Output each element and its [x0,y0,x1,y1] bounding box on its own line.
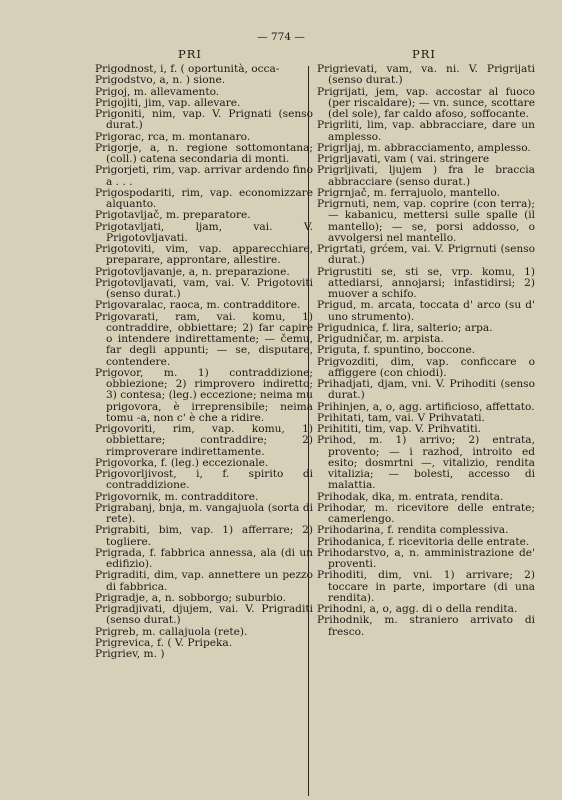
dictionary-entry: Prigrabanj, bnja, m. vangajuola (sorta di rete). [95,501,313,525]
dictionary-entry: Prigrada, f. fabbrica annessa, ala (di un edifizio). [95,546,313,570]
dictionary-entry: Prigrljivati, ljujem ) fra le braccia abbracciare (senso durat.) [317,164,535,188]
dictionary-entry: Prigudnica, f. lira, salterio; arpa. [317,321,493,334]
dictionary-entry: Prigudničar, m. arpista. [317,333,444,345]
dictionary-entry: Prihodanica, f. ricevitoria delle entrate. [317,535,530,548]
dictionary-entry: Prigotavljati, ljam, vai. V. Prigotovljavati. [95,220,313,244]
dictionary-entry: Prigrliti, lim, vap. abbracciare, dare un amplesso. [317,119,535,143]
dictionary-entry: Prigovaralac, raoca, m. contradditore. [95,299,301,312]
dictionary-entry: Prigorje, a, n. regione sottomontana; (coll.) catena secondaria di monti. [95,141,313,165]
dictionary-entry: Prihodarstvo, a, n. amministrazione de' proventi. [317,546,535,570]
dictionary-entry: Prigrijati, jem, vap. accostar al fuoco (per riscaldare); — vn. sunce, scottare (del sole), far caldo afoso, soffocante. [317,85,535,120]
left-column [95,64,313,660]
dictionary-entry: Prigojiti, jim, vap. allevare. [95,96,241,109]
dictionary-entry: Prigud, m. arcata, toccata d' arco (su d' uno strumento). [317,299,535,323]
dictionary-entry: Prihodak, dka, m. entrata, rendita. [317,490,504,503]
dictionary-entry: Prigovarati, ram, vai. komu, 1) contraddire, obbiettare; 2) far capire o intendere indirettamente; — čemu, far degli appunti; — se, disputare, contendere. [95,310,313,368]
dictionary-entry: Prigradjivati, djujem, vai. V. Prigraditi (senso durat.) [95,603,313,627]
dictionary-entry: Prigrevica, f. ( V. Pripeka. [95,636,233,649]
dictionary-entry: Prigrnjač, m. ferrajuolo, mantello. [317,186,500,199]
dictionary-entry: Prihinjen, a, o, agg. artificioso, affettato. [317,400,535,413]
dictionary-entry: Prihodarina, f. rendita complessiva. [317,524,509,537]
dictionary-entry: Priguta, f. spuntino, boccone. [317,344,476,357]
dictionary-entry: Prigoniti, nim, vap. V. Prignati (senso durat.) [95,108,313,132]
dictionary-entry: Prigrnuti, nem, vap. coprire (con terra); — kabanicu, mettersi sulle spalle (il mantello); — se, porsi addosso, o avvolgersi nel mantello. [317,198,535,244]
dictionary-entry: Prigvozditi, dim, vap. conficcare o affiggere (con chiodi). [317,355,535,379]
dictionary-entry: Prihititi, tim, vap. V. Prihvatiti. [317,423,481,435]
dictionary-entry: Prihodni, a, o, agg. di o della rendita. [317,603,518,615]
dictionary-entry: Prigovornik, m. contradditore. [95,490,259,503]
dictionary-entry: Prigrabiti, bim, vap. 1) afferrare; 2) togliere. [95,524,313,548]
dictionary-entry: Prihod, m. 1) arrivo; 2) entrata, provento; — i razhod, introito ed esito; dosmrtni —, vitalizio, rendita vitalizia; — bolesti, accesso di malattia. [317,434,535,492]
dictionary-entry: Prigotovljavati, vam, vai. V. Prigotoviti (senso durat.) [95,276,313,300]
dictionary-entry: Prigotavljač, m. preparatore. [95,209,251,222]
dictionary-entry: Prigriev, m. ) [95,648,165,660]
dictionary-entry: Prihadjati, djam, vni. V. Prihoditi (senso durat.) [317,378,535,402]
dictionary-entry: Prihitati, tam, vai. V Prihvatati. [317,411,485,424]
dictionary-entry: Prihoditi, dim, vni. 1) arrivare; 2) toccare in parte, importare (di una rendita). [317,569,535,604]
dictionary-entry: Prigodstvo, a, n. ) sione. [95,74,226,87]
dictionary-entry: Prigrljaj, m. abbracciamento, amplesso. [317,141,531,154]
dictionary-entry: Prigraditi, dim, vap. annettere un pezzo di fabbrica. [95,569,313,593]
dictionary-entry: Prigradje, a, n. sobborgo; suburbio. [95,591,286,604]
dictionary-entry: Prigovoriti, rim, vap. komu, 1) obbiettare; contraddire; 2) rimproverare indirettamente. [95,423,313,458]
dictionary-entry: Prigovorka, f. (leg.) eccezionale. [95,456,269,469]
dictionary-entry: Prihodnik, m. straniero arrivato di fresco. [317,614,535,638]
dictionary-entry: Prigorac, rca, m. montanaro. [95,130,251,143]
header-right: PRI [412,47,436,61]
dictionary-entry: Prigovor, m. 1) contraddizione; obbiezione; 2) rimprovero indiretto; 3) contesa; (leg.) eccezione; neima mu prigovora, è irreprensibile; neima tomu -a, non c' è che a ridire. [95,366,313,424]
dictionary-entry: Prihodar, m. ricevitore delle entrate; camerlengo. [317,501,535,525]
dictionary-entry: Prigrustiti se, sti se, vrp. komu, 1) attediarsi, annojarsi; infastidirsi; 2) muover a schifo. [317,265,535,300]
dictionary-entry: Prigoj, m. allevamento. [95,85,220,98]
right-column [317,64,535,638]
dictionary-entry: Prigotovljavanje, a, n. preparazione. [95,265,290,278]
dictionary-entry: Prigrtati, grćem, vai. V. Prigrnuti (senso durat.) [317,243,535,267]
dictionary-entry: Prigovorljivost, i, f. spirito di contraddizione. [95,468,313,492]
page-number: — 774 — [257,31,305,43]
header-left: PRI [178,47,202,61]
dictionary-entry: Prigorjeti, rim, vap. arrivar ardendo fino a . . . [95,164,313,188]
dictionary-entry: Prigospodariti, rim, vap. economizzare alquanto. [95,186,313,210]
dictionary-entry: Prigreb, m. callajuola (rete). [95,625,248,638]
dictionary-entry: Prigrljavati, vam ( vai. stringere [317,153,490,165]
dictionary-entry: Prigrievati, vam, va. ni. V. Prigrijati (senso durat.) [317,63,535,87]
dictionary-entry: Prigodnost, i, f. ( oportunità, occa- [95,63,280,75]
dictionary-entry: Prigotoviti, vim, vap. apparecchiare, preparare, approntare, allestire. [95,243,313,267]
